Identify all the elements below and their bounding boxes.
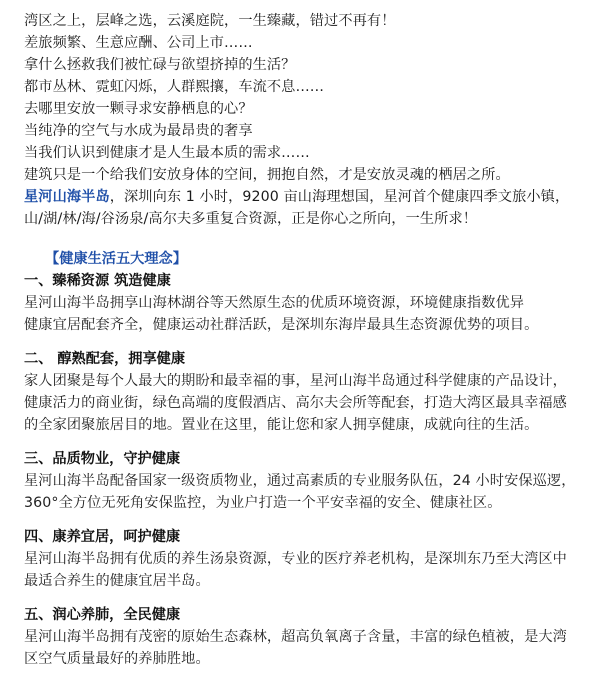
section-text-line: 星河山海半岛拥享山海林湖谷等天然原生态的优质环境资源，环境健康指数优异 bbox=[24, 295, 525, 311]
section-heading: 三、品质物业，守护健康 bbox=[24, 451, 181, 467]
section-text-line: 的全家团聚旅居目的地。置业在这里，能让您和家人拥享健康，成就向往的生活。 bbox=[24, 417, 539, 433]
intro-line: 当我们认识到健康才是人生最本质的需求…… bbox=[24, 145, 310, 161]
intro-line: 都市丛林、霓虹闪烁，人群熙攘，车流不息…… bbox=[24, 79, 325, 95]
section-text-line: 区空气质量最好的养肺胜地。 bbox=[24, 651, 210, 667]
section-text-line: 健康宜居配套齐全，健康运动社群活跃，是深圳东海岸最具生态资源优势的项目。 bbox=[24, 317, 539, 333]
section-5 bbox=[24, 604, 594, 670]
section-title: 【健康生活五大理念】 bbox=[45, 251, 187, 267]
section-text-line: 360°全方位无死角安保监控，为业户打造一个平安幸福的安全、健康社区。 bbox=[24, 495, 502, 511]
section-text-line: 星河山海半岛拥有优质的养生汤泉资源，专业的医疗养老机构，是深圳东乃至大湾区中 bbox=[24, 551, 567, 567]
intro-block bbox=[24, 10, 594, 230]
section-text-line: 健康活力的商业街，绿色高端的度假酒店、高尔夫会所等配套，打造大湾区最具幸福感 bbox=[24, 395, 567, 411]
section-text-line: 家人团聚是每个人最大的期盼和最幸福的事，星河山海半岛通过科学健康的产品设计， bbox=[24, 373, 567, 389]
intro-line: 湾区之上，层峰之选，云溪庭院，一生臻藏，错过不再有！ bbox=[24, 13, 396, 29]
section-heading: 五、润心养肺，全民健康 bbox=[24, 607, 181, 623]
intro-line: 拿什么拯救我们被忙碌与欲望挤掉的生活？ bbox=[24, 57, 296, 73]
section-heading: 四、康养宜居，呵护健康 bbox=[24, 529, 181, 545]
section-2 bbox=[24, 348, 594, 436]
section-text-line: 星河山海半岛配备国家一级资质物业，通过高素质的专业服务队伍，24 小时安保巡逻， bbox=[24, 473, 576, 489]
intro-line: 去哪里安放一颗寻求安静栖息的心？ bbox=[24, 101, 253, 117]
section-heading: 一、臻稀资源 筑造健康 bbox=[24, 273, 171, 289]
section-1 bbox=[24, 270, 594, 336]
section-3 bbox=[24, 448, 594, 514]
article bbox=[24, 10, 594, 670]
intro-line: 山/湖/林/海/谷汤泉/高尔夫多重复合资源，正是你心之所向，一生所求！ bbox=[24, 211, 478, 227]
brand-line bbox=[24, 186, 594, 208]
brand-line-text: ，深圳向东 1 小时，9200 亩山海理想国，星河首个健康四季文旅小镇， bbox=[109, 189, 570, 205]
intro-line: 当纯净的空气与水成为最昂贵的奢享 bbox=[24, 123, 253, 139]
section-text-line: 星河山海半岛拥有茂密的原始生态森林，超高负氧离子含量，丰富的绿色植被，是大湾 bbox=[24, 629, 567, 645]
section-heading: 二、 醇熟配套，拥享健康 bbox=[24, 351, 186, 367]
brand-name: 星河山海半岛 bbox=[24, 189, 110, 205]
intro-line: 建筑只是一个给我们安放身体的空间，拥抱自然，才是安放灵魂的栖居之所。 bbox=[24, 167, 510, 183]
section-4 bbox=[24, 526, 594, 592]
intro-line: 差旅频繁、生意应酬、公司上市…… bbox=[24, 35, 253, 51]
section-text-line: 最适合养生的健康宜居半岛。 bbox=[24, 573, 210, 589]
